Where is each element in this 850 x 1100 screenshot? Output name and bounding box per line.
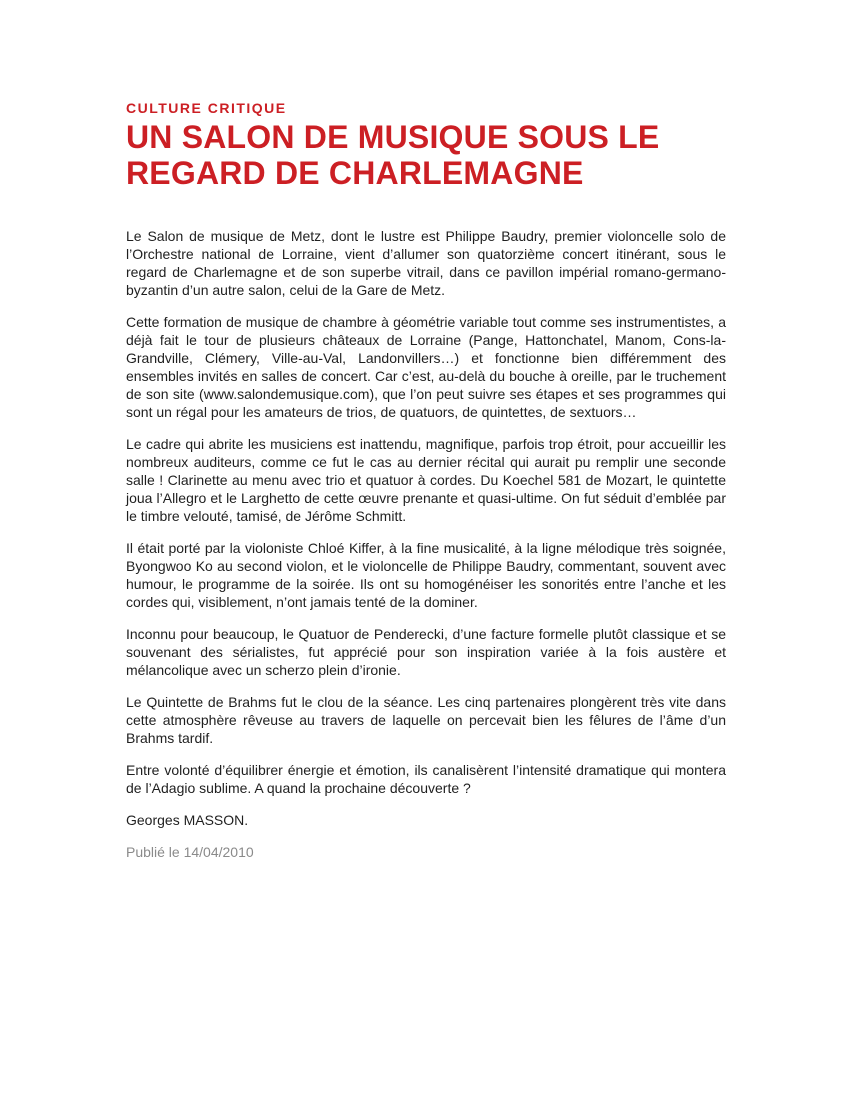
article-title: UN SALON DE MUSIQUE SOUS LE REGARD DE CHARLEMAGNE	[126, 119, 660, 191]
paragraph: Le Quintette de Brahms fut le clou de la séance. Les cinq partenaires plongèrent très vite dans cette atmosphère rêveuse au travers de laquelle on percevait bien les fêlures de l’âme d’un Brahms tardif.	[126, 694, 726, 746]
article	[126, 100, 726, 861]
author-signature: Georges MASSON.	[126, 812, 249, 828]
paragraph: Le Salon de musique de Metz, dont le lustre est Philippe Baudry, premier violoncelle solo de l’Orchestre national de Lorraine, vient d’allumer son quatorzième concert itinérant, sous le regard de Charlemagne et de son superbe vitrail, dans ce pavillon impérial romano-germano-byzantin d’un autre salon, celui de la Gare de Metz.	[126, 228, 726, 298]
paragraph: Inconnu pour beaucoup, le Quatuor de Penderecki, d’une facture formelle plutôt classique et se souvenant des sérialistes, fut apprécié pour son inspiration variée à la fois austère et mélancolique avec un scherzo plein d’ironie.	[126, 626, 726, 678]
publication-date: Publié le 14/04/2010	[126, 844, 254, 860]
paragraph: Cette formation de musique de chambre à géométrie variable tout comme ses instrumentistes, a déjà fait le tour de plusieurs châteaux de Lorraine (Pange, Hattonchatel, Manom, Cons-la-Grandville, Clémery, Ville-au-Val, Landonvillers…) et fonctionne bien différemment des ensembles invités en salles de concert. Car c’est, au-delà du bouche à oreille, par le truchement de son site (www.salondemusique.com), que l’on peut suivre ses étapes et ses programmes qui sont un régal pour les amateurs de trios, de quatuors, de quintettes, de sextuors…	[126, 314, 726, 420]
paragraph: Le cadre qui abrite les musiciens est inattendu, magnifique, parfois trop étroit, pour accueillir les nombreux auditeurs, comme ce fut le cas au dernier récital qui aurait pu remplir une seconde salle ! Clarinette au menu avec trio et quatuor à cordes. Du Koechel 581 de Mozart, le quintette joua l’Allegro et le Larghetto de cette œuvre prenante et quasi-ultime. On fut séduit d’emblée par le timbre velouté, tamisé, de Jérôme Schmitt.	[126, 436, 726, 524]
section-kicker: CULTURE CRITIQUE	[126, 100, 287, 116]
article-body	[126, 227, 726, 797]
paragraph: Il était porté par la violoniste Chloé Kiffer, à la fine musicalité, à la ligne mélodique très soignée, Byongwoo Ko au second violon, et le violoncelle de Philippe Baudry, commentant, souvent avec humour, le programme de la soirée. Ils ont su homogénéiser les sonorités entre l’anche et les cordes qui, visiblement, n’ont jamais tenté de la dominer.	[126, 540, 726, 610]
paragraph: Entre volonté d’équilibrer énergie et émotion, ils canalisèrent l’intensité dramatique qui montera de l’Adagio sublime. A quand la prochaine découverte ?	[126, 762, 726, 796]
